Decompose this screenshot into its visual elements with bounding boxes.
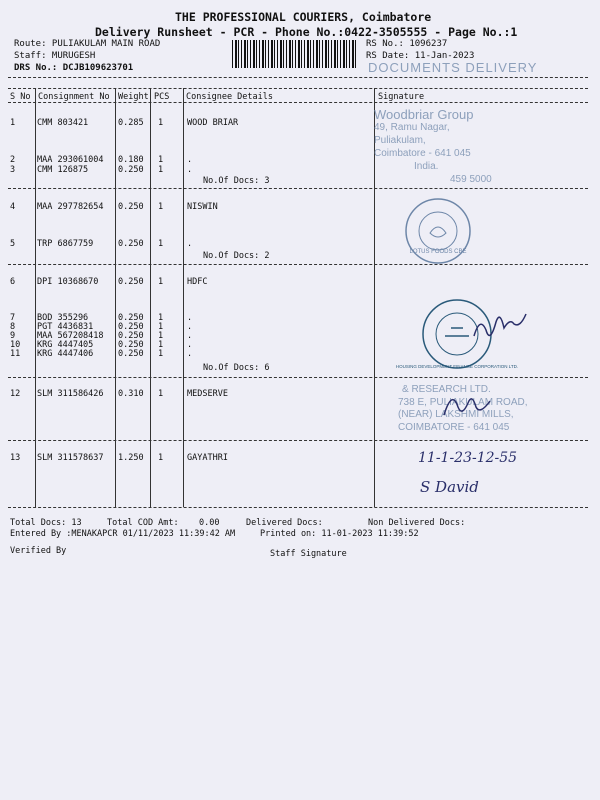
rs-date: RS Date: 11-Jan-2023 — [366, 51, 475, 61]
row-consignment: MAA 567208418 — [37, 331, 104, 341]
row-sno: 1 — [10, 118, 16, 128]
handwritten-signature: S David — [420, 478, 479, 496]
row-consignee: MEDSERVE — [187, 389, 228, 399]
row-weight: 0.310 — [118, 389, 144, 399]
row-pcs: 1 — [158, 202, 164, 212]
row-sno: 9 — [10, 331, 16, 341]
column-header-pcs: PCS — [154, 92, 170, 102]
drs-number: DRS No.: DCJB109623701 — [14, 63, 134, 73]
row-consignment: MAA 297782654 — [37, 202, 104, 212]
row-weight: 0.250 — [118, 322, 144, 332]
docs-count: No.Of Docs: 2 — [203, 251, 270, 261]
hdfc-signature — [470, 306, 530, 351]
stamp-line: India. — [414, 161, 439, 172]
row-sno: 11 — [10, 349, 21, 359]
row-pcs: 1 — [158, 313, 164, 323]
docs-count: No.Of Docs: 3 — [203, 176, 270, 186]
divider — [8, 77, 588, 78]
handwritten-date: 11-1-23-12-55 — [418, 450, 518, 466]
docs-count: No.Of Docs: 6 — [203, 363, 270, 373]
row-consignment: CMM 126875 — [37, 165, 89, 175]
seal-text: LOTUS FOODS CBE — [409, 249, 467, 255]
printed-on: Printed on: 11-01-2023 11:39:52 — [260, 529, 419, 539]
row-consignee: . — [187, 331, 193, 341]
row-consignment: BOD 355296 — [37, 313, 89, 323]
row-consignee: . — [187, 155, 193, 165]
row-pcs: 1 — [158, 453, 164, 463]
column-header-consignee: Consignee Details — [186, 92, 273, 102]
barcode — [232, 40, 358, 68]
divider — [8, 188, 588, 189]
runsheet-title: Delivery Runsheet - PCR - Phone No.:0422-3505555 - Page No.:1 — [95, 25, 518, 39]
row-weight: 0.250 — [118, 239, 144, 249]
row-consignee: . — [187, 349, 193, 359]
row-consignment: KRG 4447406 — [37, 349, 94, 359]
row-weight: 0.285 — [118, 118, 144, 128]
column-header-sno: S No — [10, 92, 31, 102]
stamp-line: Woodbriar Group — [374, 107, 474, 122]
column-line — [183, 88, 184, 507]
row-pcs: 1 — [158, 118, 164, 128]
row-consignee: WOOD BRIAR — [187, 118, 239, 128]
documents-delivery-stamp: DOCUMENTS DELIVERY — [368, 60, 538, 75]
column-line — [115, 88, 116, 507]
column-header-weight: Weight — [118, 92, 149, 102]
route-label: Route: PULIAKULAM MAIN ROAD — [14, 39, 161, 49]
row-consignment: SLM 311586426 — [37, 389, 104, 399]
row-weight: 0.250 — [118, 331, 144, 341]
row-weight: 1.250 — [118, 453, 144, 463]
entered-by: Entered By :MENAKAPCR 01/11/2023 11:39:42 AM — [10, 529, 236, 539]
row-consignee: . — [187, 313, 193, 323]
row-pcs: 1 — [158, 389, 164, 399]
divider — [8, 440, 588, 441]
medserve-signature — [440, 385, 500, 425]
row-pcs: 1 — [158, 349, 164, 359]
row-pcs: 1 — [158, 331, 164, 341]
column-line — [35, 88, 36, 507]
row-consignment: DPI 10368670 — [37, 277, 99, 287]
total-cod-label: Total COD Amt: — [107, 518, 179, 528]
row-sno: 4 — [10, 202, 16, 212]
row-pcs: 1 — [158, 165, 164, 175]
row-consignment: CMM 803421 — [37, 118, 89, 128]
row-sno: 5 — [10, 239, 16, 249]
row-sno: 7 — [10, 313, 16, 323]
seal-text: HOUSING DEVELOPMENT FINANCE CORPORATION LTD. — [395, 364, 519, 369]
row-consignee: NISWIN — [187, 202, 218, 212]
non-delivered-docs: Non Delivered Docs: — [368, 518, 466, 528]
column-line — [150, 88, 151, 507]
row-pcs: 1 — [158, 340, 164, 350]
row-weight: 0.250 — [118, 349, 144, 359]
divider — [8, 102, 588, 103]
row-consignment: MAA 293061004 — [37, 155, 104, 165]
row-sno: 2 — [10, 155, 16, 165]
divider — [8, 507, 588, 508]
row-consignee: . — [187, 239, 193, 249]
delivered-docs: Delivered Docs: — [246, 518, 323, 528]
stamp-line: 738 E, PULIAKULAM ROAD, — [398, 396, 528, 408]
column-header-signature: Signature — [378, 92, 425, 102]
row-weight: 0.250 — [118, 277, 144, 287]
row-weight: 0.250 — [118, 165, 144, 175]
row-consignee: . — [187, 322, 193, 332]
row-pcs: 1 — [158, 239, 164, 249]
verified-by: Verified By — [10, 546, 67, 556]
lotus-foods-seal — [400, 195, 480, 270]
stamp-line: (NEAR) LAKSHMI MILLS, — [398, 409, 514, 420]
row-pcs: 1 — [158, 322, 164, 332]
row-sno: 10 — [10, 340, 21, 350]
row-consignment: SLM 311578637 — [37, 453, 104, 463]
row-consignee: . — [187, 165, 193, 175]
row-consignee: HDFC — [187, 277, 208, 287]
stamp-line: 459 5000 — [450, 174, 492, 185]
divider — [8, 377, 588, 378]
stamp-line: Coimbatore - 641 045 — [374, 148, 471, 159]
row-sno: 12 — [10, 389, 21, 399]
row-weight: 0.250 — [118, 340, 144, 350]
row-pcs: 1 — [158, 277, 164, 287]
stamp-line: & RESEARCH LTD. — [402, 384, 491, 395]
row-weight: 0.250 — [118, 202, 144, 212]
row-weight: 0.250 — [118, 313, 144, 323]
rs-number: RS No.: 1096237 — [366, 39, 448, 49]
row-consignment: PGT 4436831 — [37, 322, 94, 332]
row-sno: 13 — [10, 453, 21, 463]
divider — [8, 264, 588, 265]
row-consignee: . — [187, 340, 193, 350]
row-consignment: KRG 4447405 — [37, 340, 94, 350]
row-sno: 8 — [10, 322, 16, 332]
row-consignment: TRP 6867759 — [37, 239, 94, 249]
staff-signature: Staff Signature — [270, 549, 347, 559]
total-cod-value: 0.00 — [199, 518, 220, 528]
staff-label: Staff: MURUGESH — [14, 51, 96, 61]
row-sno: 6 — [10, 277, 16, 287]
divider — [8, 88, 588, 89]
row-weight: 0.180 — [118, 155, 144, 165]
woodbriar-stamp — [374, 108, 492, 186]
row-sno: 3 — [10, 165, 16, 175]
row-consignee: GAYATHRI — [187, 453, 228, 463]
row-pcs: 1 — [158, 155, 164, 165]
company-title: THE PROFESSIONAL COURIERS, Coimbatore — [175, 10, 432, 24]
column-header-consignment: Consignment No — [38, 92, 110, 102]
total-docs: Total Docs: 13 — [10, 518, 82, 528]
stamp-line: 49, Ramu Nagar, — [374, 122, 450, 133]
stamp-line: COIMBATORE - 641 045 — [398, 421, 510, 433]
stamp-line: Puliakulam, — [374, 135, 426, 146]
